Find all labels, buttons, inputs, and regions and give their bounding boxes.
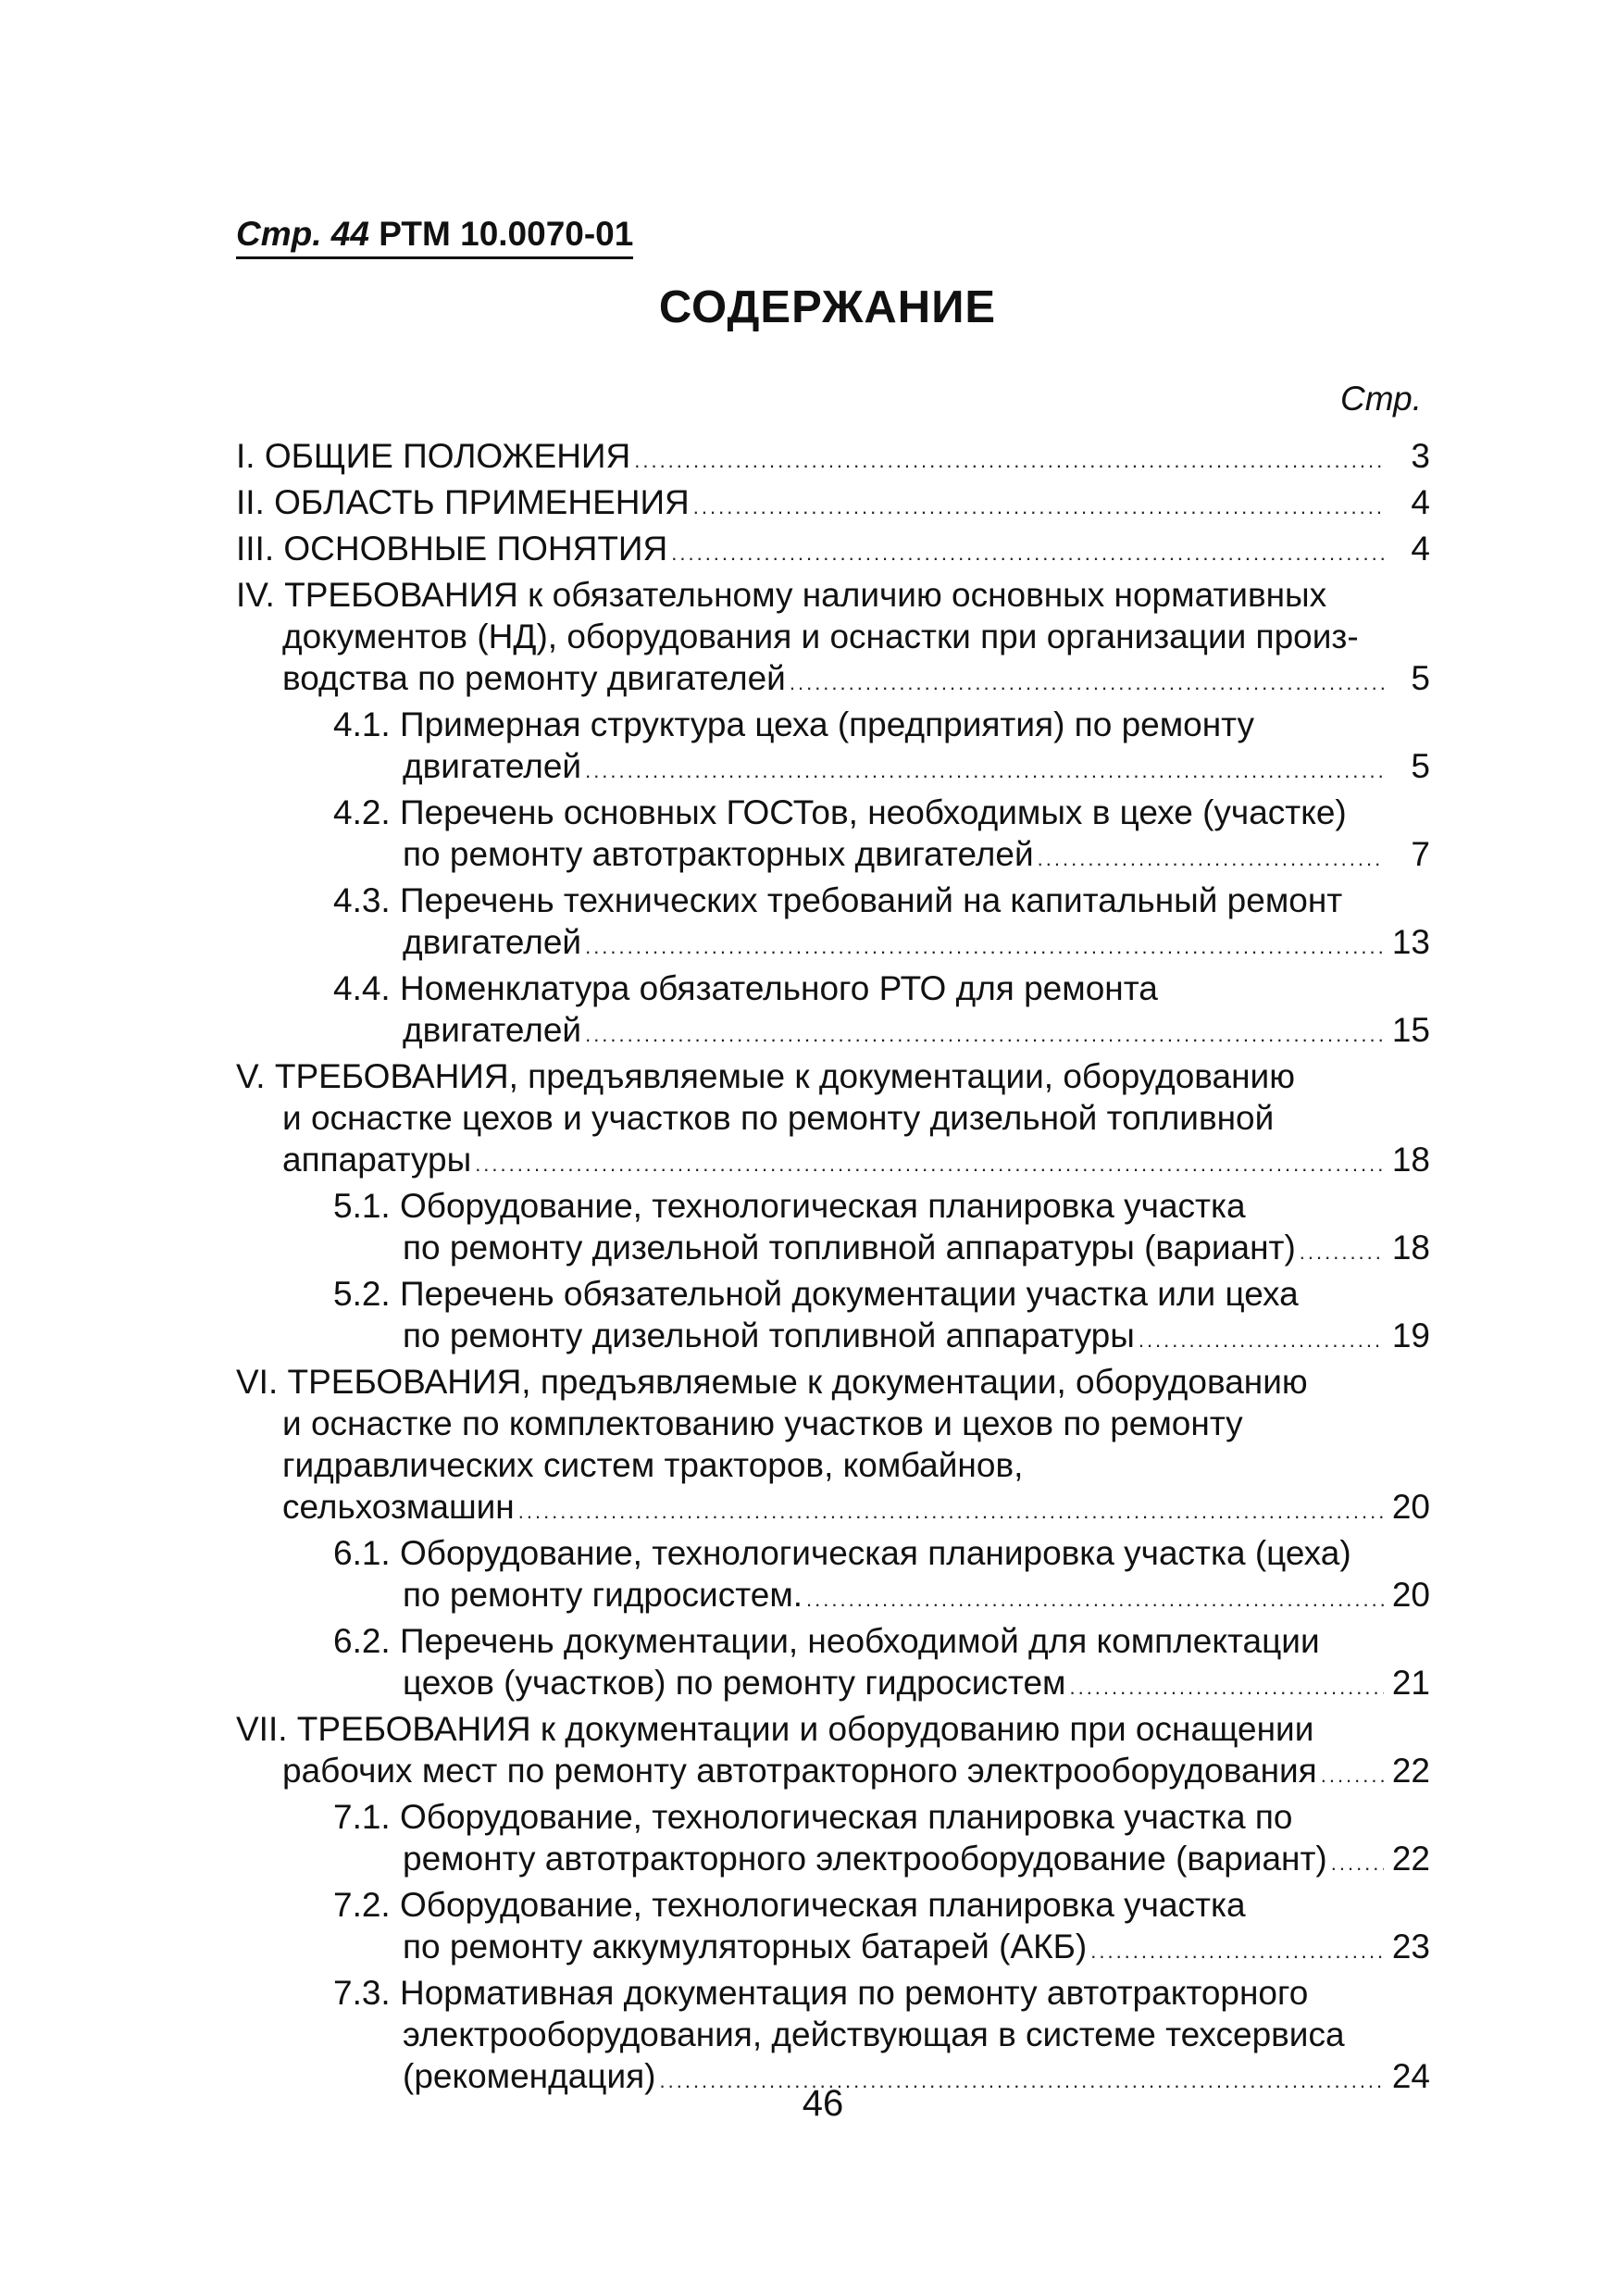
toc-entry bbox=[236, 1055, 1430, 1185]
toc-entry bbox=[236, 1361, 1430, 1532]
toc-entry-text: по ремонту дизельной топливной аппаратуры (вариант) bbox=[403, 1229, 1296, 1267]
dot-leader bbox=[1300, 1231, 1384, 1273]
toc-entry-text: 6.2. Перечень документации, необходимой для комплектации bbox=[333, 1622, 1320, 1660]
running-header bbox=[236, 215, 633, 259]
toc-entry-text: двигателей bbox=[403, 923, 582, 961]
toc-entry-last-line bbox=[236, 1662, 1430, 1708]
toc-entry-page: 21 bbox=[1391, 1664, 1430, 1702]
toc-entry-last-line bbox=[236, 1926, 1430, 1972]
toc-entry-text: и оснастке цехов и участков по ремонту дизельной топливной bbox=[282, 1099, 1275, 1137]
toc-entry bbox=[236, 1185, 1430, 1273]
dot-leader bbox=[585, 1014, 1384, 1055]
toc-entry-last-line bbox=[236, 481, 1430, 528]
toc-entry-text: по ремонту дизельной топливной аппаратуры bbox=[403, 1316, 1135, 1354]
page-column-label: Стр. bbox=[1340, 380, 1422, 418]
toc-entry-last-line bbox=[236, 1838, 1430, 1884]
toc-entry-page: 5 bbox=[1411, 659, 1430, 697]
dot-leader bbox=[790, 662, 1384, 704]
toc-entry-page: 19 bbox=[1391, 1316, 1430, 1354]
toc-entry-text: сельхозмашин bbox=[282, 1488, 515, 1526]
dot-leader bbox=[806, 1578, 1384, 1620]
toc-entry-text: электрооборудования, действующая в системе техсервиса bbox=[403, 2015, 1345, 2053]
toc-entry-text: двигателей bbox=[403, 747, 582, 785]
toc-entry-text: (рекомендация) bbox=[403, 2057, 656, 2095]
toc-entry-last-line bbox=[236, 745, 1430, 792]
dot-leader bbox=[1139, 1319, 1384, 1361]
toc-entry-last-line bbox=[236, 921, 1430, 967]
toc-entry-page: 18 bbox=[1391, 1141, 1430, 1179]
dot-leader bbox=[585, 926, 1384, 967]
toc-entry-last-line bbox=[236, 833, 1430, 880]
toc-entry-last-line bbox=[236, 1139, 1430, 1185]
toc-entry bbox=[236, 1884, 1430, 1972]
toc-entry bbox=[236, 435, 1430, 481]
toc-entry-text: 5.1. Оборудование, технологическая планировка участка bbox=[333, 1187, 1246, 1225]
toc-entry bbox=[236, 792, 1430, 880]
toc-entry-text: рабочих мест по ремонту автотракторного электрооборудования bbox=[282, 1752, 1317, 1790]
toc-entry-last-line bbox=[236, 1486, 1430, 1532]
toc-entry-text: 7.3. Нормативная документация по ремонту автотракторного bbox=[333, 1974, 1309, 2012]
dot-leader bbox=[475, 1143, 1384, 1185]
footer-page-number: 46 bbox=[802, 2083, 844, 2124]
toc-entry-last-line bbox=[236, 528, 1430, 574]
toc-entry bbox=[236, 967, 1430, 1055]
toc-entry-text: IV. ТРЕБОВАНИЯ к обязательному наличию основных нормативных bbox=[236, 576, 1327, 614]
dot-leader bbox=[1090, 1930, 1384, 1972]
toc-entry-text: 4.4. Номенклатура обязательного РТО для ремонта bbox=[333, 969, 1158, 1007]
toc-entry-text: двигателей bbox=[403, 1011, 582, 1049]
toc-entry-last-line bbox=[236, 1009, 1430, 1055]
toc-entry-last-line bbox=[236, 1315, 1430, 1361]
toc-entry bbox=[236, 1532, 1430, 1620]
toc-entry-text: VII. ТРЕБОВАНИЯ к документации и оборудованию при оснащении bbox=[236, 1710, 1314, 1748]
dot-leader bbox=[1331, 1842, 1384, 1884]
dot-leader bbox=[518, 1491, 1384, 1532]
toc-entry-text: цехов (участков) по ремонту гидросистем bbox=[403, 1664, 1066, 1702]
toc-entry bbox=[236, 1620, 1430, 1708]
page-title: СОДЕРЖАНИЕ bbox=[658, 282, 997, 332]
toc-entry-text: 4.1. Примерная структура цеха (предприятия) по ремонту bbox=[333, 705, 1255, 743]
toc-entry-page: 18 bbox=[1391, 1229, 1430, 1267]
toc-entry-text: водства по ремонту двигателей bbox=[282, 659, 786, 697]
dot-leader bbox=[1069, 1666, 1384, 1708]
toc-entry-page: 22 bbox=[1391, 1752, 1430, 1790]
toc-entry-last-line bbox=[236, 1574, 1430, 1620]
toc-entry-text: 7.2. Оборудование, технологическая планировка участка bbox=[333, 1886, 1246, 1924]
toc-entry bbox=[236, 880, 1430, 967]
toc-entry-last-line bbox=[236, 435, 1430, 481]
toc-entry bbox=[236, 574, 1430, 704]
toc-entry-text: II. ОБЛАСТЬ ПРИМЕНЕНИЯ bbox=[236, 483, 690, 521]
dot-leader bbox=[693, 486, 1384, 528]
dot-leader bbox=[585, 750, 1384, 792]
table-of-contents bbox=[236, 435, 1430, 2102]
toc-entry-page: 5 bbox=[1411, 747, 1430, 785]
toc-entry-text: аппаратуры bbox=[282, 1141, 472, 1179]
dot-leader bbox=[1321, 1754, 1384, 1796]
toc-entry-text: по ремонту автотракторных двигателей bbox=[403, 835, 1034, 873]
toc-entry-page: 15 bbox=[1391, 1011, 1430, 1049]
toc-entry-text: гидравлических систем тракторов, комбайнов, bbox=[282, 1446, 1024, 1484]
dot-leader bbox=[634, 440, 1384, 481]
toc-entry bbox=[236, 1796, 1430, 1884]
toc-entry-page: 20 bbox=[1391, 1488, 1430, 1526]
toc-entry-text: по ремонту аккумуляторных батарей (АКБ) bbox=[403, 1928, 1088, 1965]
dot-leader bbox=[1038, 838, 1384, 880]
toc-entry-text: 6.1. Оборудование, технологическая планировка участка (цеха) bbox=[333, 1534, 1351, 1572]
header-doc-code: РТМ 10.0070-01 bbox=[379, 215, 634, 253]
toc-entry-text: и оснастке по комплектованию участков и цехов по ремонту bbox=[282, 1404, 1243, 1442]
toc-entry-text: 4.2. Перечень основных ГОСТов, необходимых в цехе (участке) bbox=[333, 793, 1347, 831]
toc-entry-text: документов (НД), оборудования и оснастки при организации произ- bbox=[282, 618, 1359, 655]
toc-entry-text: 7.1. Оборудование, технологическая планировка участка по bbox=[333, 1798, 1293, 1836]
toc-entry-text: VI. ТРЕБОВАНИЯ, предъявляемые к документации, оборудованию bbox=[236, 1363, 1308, 1401]
toc-entry-page: 23 bbox=[1391, 1928, 1430, 1965]
header-page-label: Стр. 44 bbox=[236, 215, 369, 253]
toc-entry bbox=[236, 1972, 1430, 2102]
toc-entry bbox=[236, 1708, 1430, 1796]
toc-entry-text: ремонту автотракторного электрооборудование (вариант) bbox=[403, 1840, 1327, 1878]
toc-entry-page: 24 bbox=[1391, 2057, 1430, 2095]
toc-entry-page: 22 bbox=[1391, 1840, 1430, 1878]
toc-entry bbox=[236, 1273, 1430, 1361]
toc-entry-last-line bbox=[236, 1227, 1430, 1273]
toc-entry-page: 4 bbox=[1411, 530, 1430, 568]
toc-entry-text: по ремонту гидросистем. bbox=[403, 1576, 803, 1614]
toc-entry-text: III. ОСНОВНЫЕ ПОНЯТИЯ bbox=[236, 530, 668, 568]
toc-entry-page: 7 bbox=[1411, 835, 1430, 873]
dot-leader bbox=[671, 532, 1384, 574]
toc-entry-last-line bbox=[236, 657, 1430, 704]
toc-entry-page: 20 bbox=[1391, 1576, 1430, 1614]
toc-entry-text: I. ОБЩИЕ ПОЛОЖЕНИЯ bbox=[236, 437, 631, 475]
toc-entry bbox=[236, 528, 1430, 574]
toc-entry-page: 13 bbox=[1391, 923, 1430, 961]
toc-entry-text: V. ТРЕБОВАНИЯ, предъявляемые к документации, оборудованию bbox=[236, 1057, 1295, 1095]
toc-entry-last-line bbox=[236, 1750, 1430, 1796]
toc-entry-text: 4.3. Перечень технических требований на капитальный ремонт bbox=[333, 881, 1343, 919]
toc-entry bbox=[236, 704, 1430, 792]
toc-entry bbox=[236, 481, 1430, 528]
toc-entry-text: 5.2. Перечень обязательной документации участка или цеха bbox=[333, 1275, 1299, 1313]
toc-entry-page: 3 bbox=[1411, 437, 1430, 475]
toc-entry-page: 4 bbox=[1411, 483, 1430, 521]
